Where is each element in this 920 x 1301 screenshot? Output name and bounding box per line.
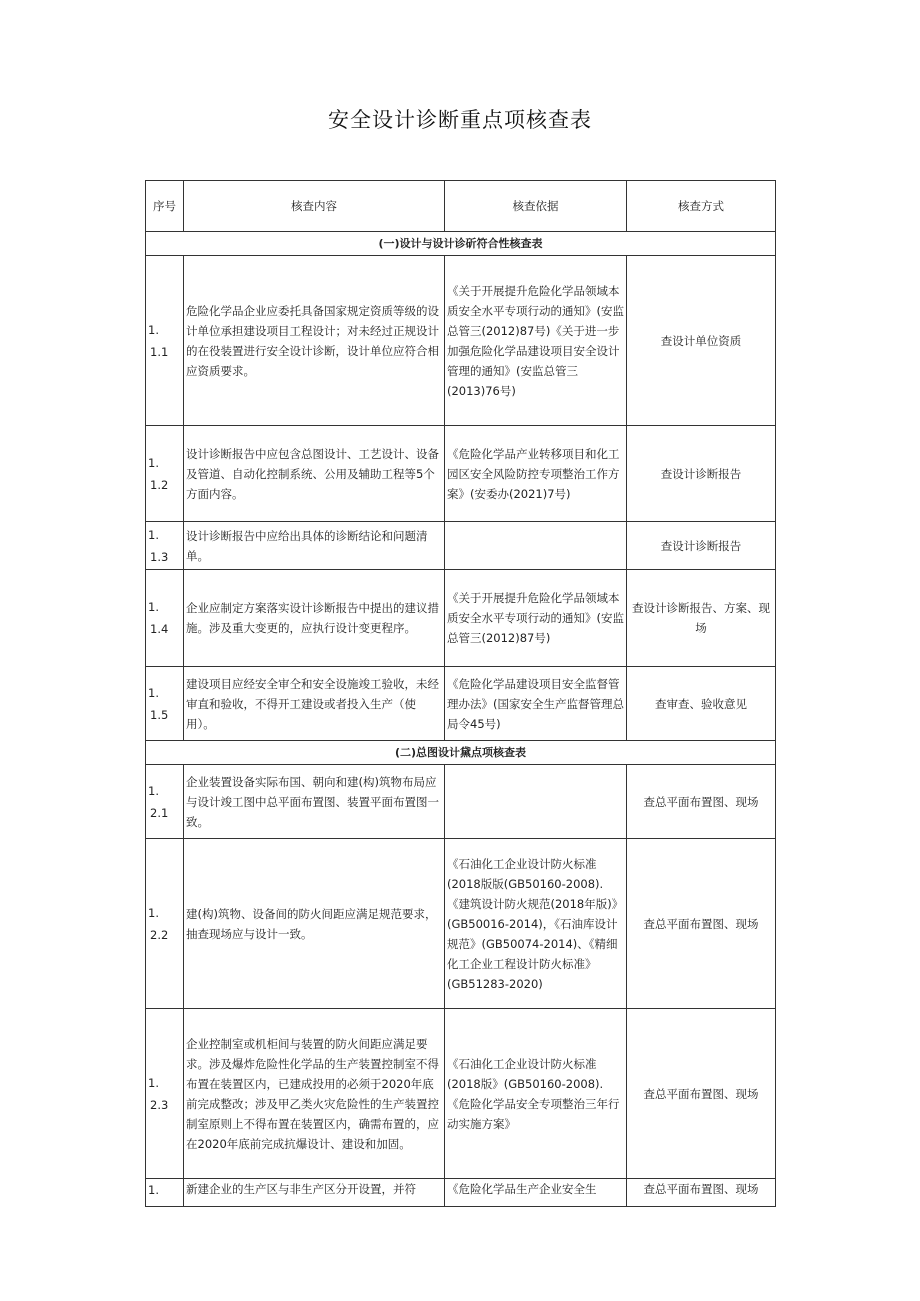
table-row xyxy=(146,1179,776,1207)
section-title: (二)总图设计黛点项核查表 xyxy=(146,741,776,765)
row-basis xyxy=(445,765,627,839)
row-method: 查总平面布置图、现场 xyxy=(627,1179,776,1207)
header-basis: 核查依据 xyxy=(445,181,627,232)
row-number: 1. 1.1 xyxy=(146,256,184,426)
row-content: 企业应制定方案落实设计诊断报告中提出的建议措施。涉及重大变更的，应执行设计变更程序。 xyxy=(184,570,445,667)
row-number: 1. xyxy=(146,1179,184,1207)
table-header-row xyxy=(146,181,776,232)
row-basis: 《危险化学品产业转移项目和化工园区安全风险防控专项整治工作方案》(安委办(2021)7号) xyxy=(445,426,627,522)
row-number: 1. 1.5 xyxy=(146,667,184,741)
row-number: 1. 2.2 xyxy=(146,839,184,1009)
table-row xyxy=(146,256,776,426)
section-title: (一)设计与设计诊斫符合性核查表 xyxy=(146,232,776,256)
row-method: 查审查、验收意见 xyxy=(627,667,776,741)
row-basis: 《石油化工企业设计防火标准(2018版》(GB50160-2008).《危险化学品安全专项整治三年行动实施方案》 xyxy=(445,1009,627,1179)
table-row xyxy=(146,570,776,667)
header-method: 核查方式 xyxy=(627,181,776,232)
row-number: 1. 1.4 xyxy=(146,570,184,667)
row-basis: 《危险化学品建设项目安全监督管理办法》(国家安全生产监督管理总局令45号) xyxy=(445,667,627,741)
row-method: 査总平面布置图、现场 xyxy=(627,1009,776,1179)
row-basis: 《关于开展提升危险化学品领域本质安全水平专项行动的通知》(安监总管三(2012)87号) xyxy=(445,570,627,667)
row-content: 新建企业的生产区与非生产区分开设置，并符 xyxy=(184,1179,445,1207)
row-basis xyxy=(445,522,627,570)
row-number: 1. 1.3 xyxy=(146,522,184,570)
table-row xyxy=(146,839,776,1009)
row-method: 查设计诊断报告 xyxy=(627,426,776,522)
table-row xyxy=(146,667,776,741)
page-title: 安全设计诊断重点项核查表 xyxy=(328,108,592,132)
row-basis: 《石油化工企业设计防火标准(2018版版(GB50160-2008).《建筑设计防火规范(2018年版)》(GB50016-2014)，《石油库设计规范》(GB50074-2014)、《精细化工企业工程设计防火标准》(GB51283-2020) xyxy=(445,839,627,1009)
inspection-table xyxy=(145,180,776,1207)
row-method: 查设计诊断报告、方案、现场 xyxy=(627,570,776,667)
row-number: 1. 2.3 xyxy=(146,1009,184,1179)
row-content: 设计诊断报告中应给出具体的诊断结论和问题清单。 xyxy=(184,522,445,570)
row-number: 1. 2.1 xyxy=(146,765,184,839)
row-number: 1. 1.2 xyxy=(146,426,184,522)
table-row xyxy=(146,426,776,522)
row-content: 设计诊断报告中应包含总图设计、工艺设计、设备及管道、自动化控制系统、公用及辅助工程等5个方面内容。 xyxy=(184,426,445,522)
row-content: 建(构)筑物、设备间的防火间距应满足规范要求，抽查现场应与设计一致。 xyxy=(184,839,445,1009)
row-basis: 《危险化学品生产企业安全生 xyxy=(445,1179,627,1207)
row-basis: 《关于开展提升危险化学品领域本质安全水平专项行动的通知》(安监总管三(2012)87号)《关于进一步加强危险化学品建设项目安全设计管理的通知》(安监总管三(2013)76号) xyxy=(445,256,627,426)
section-header-2 xyxy=(146,741,776,765)
table-row xyxy=(146,765,776,839)
row-method: 査总平面布置图、现场 xyxy=(627,839,776,1009)
row-method: 查设计诊断报告 xyxy=(627,522,776,570)
row-content: 建设项目应经安全审仝和安全设施竣工验收，未经审直和验收，不得开工建设或者投入生产（使用）。 xyxy=(184,667,445,741)
row-method: 查总平面布置图、现场 xyxy=(627,765,776,839)
header-num: 序号 xyxy=(146,181,184,232)
row-method: 查设计单位资质 xyxy=(627,256,776,426)
row-content: 企业装置设备实际布国、朝向和建(构)筑物布局应与设计竣工图中总平面布置图、装置平面布置图一致。 xyxy=(184,765,445,839)
row-content: 危险化学品企业应委托具备国家规定资质等级的设计单位承担建设项目工程设计；对未经过正规设计的在役装置进行安全设计诊断，设计单位应符合相应资质要求。 xyxy=(184,256,445,426)
table-row xyxy=(146,1009,776,1179)
table-row xyxy=(146,522,776,570)
header-content: 核查内容 xyxy=(184,181,445,232)
row-content: 企业控制室或机柜间与装置的防火间距应满足要求。涉及爆炸危险性化学品的生产装置控制室不得布置在装置区内，已建成投用的必须于2020年底前完成整改；涉及甲乙类火灾危险性的生产装置控制室原则上不得布置在装置区内，确需布置的，应在2020年底前完成抗爆设计、建设和加固。 xyxy=(184,1009,445,1179)
section-header-1 xyxy=(146,232,776,256)
